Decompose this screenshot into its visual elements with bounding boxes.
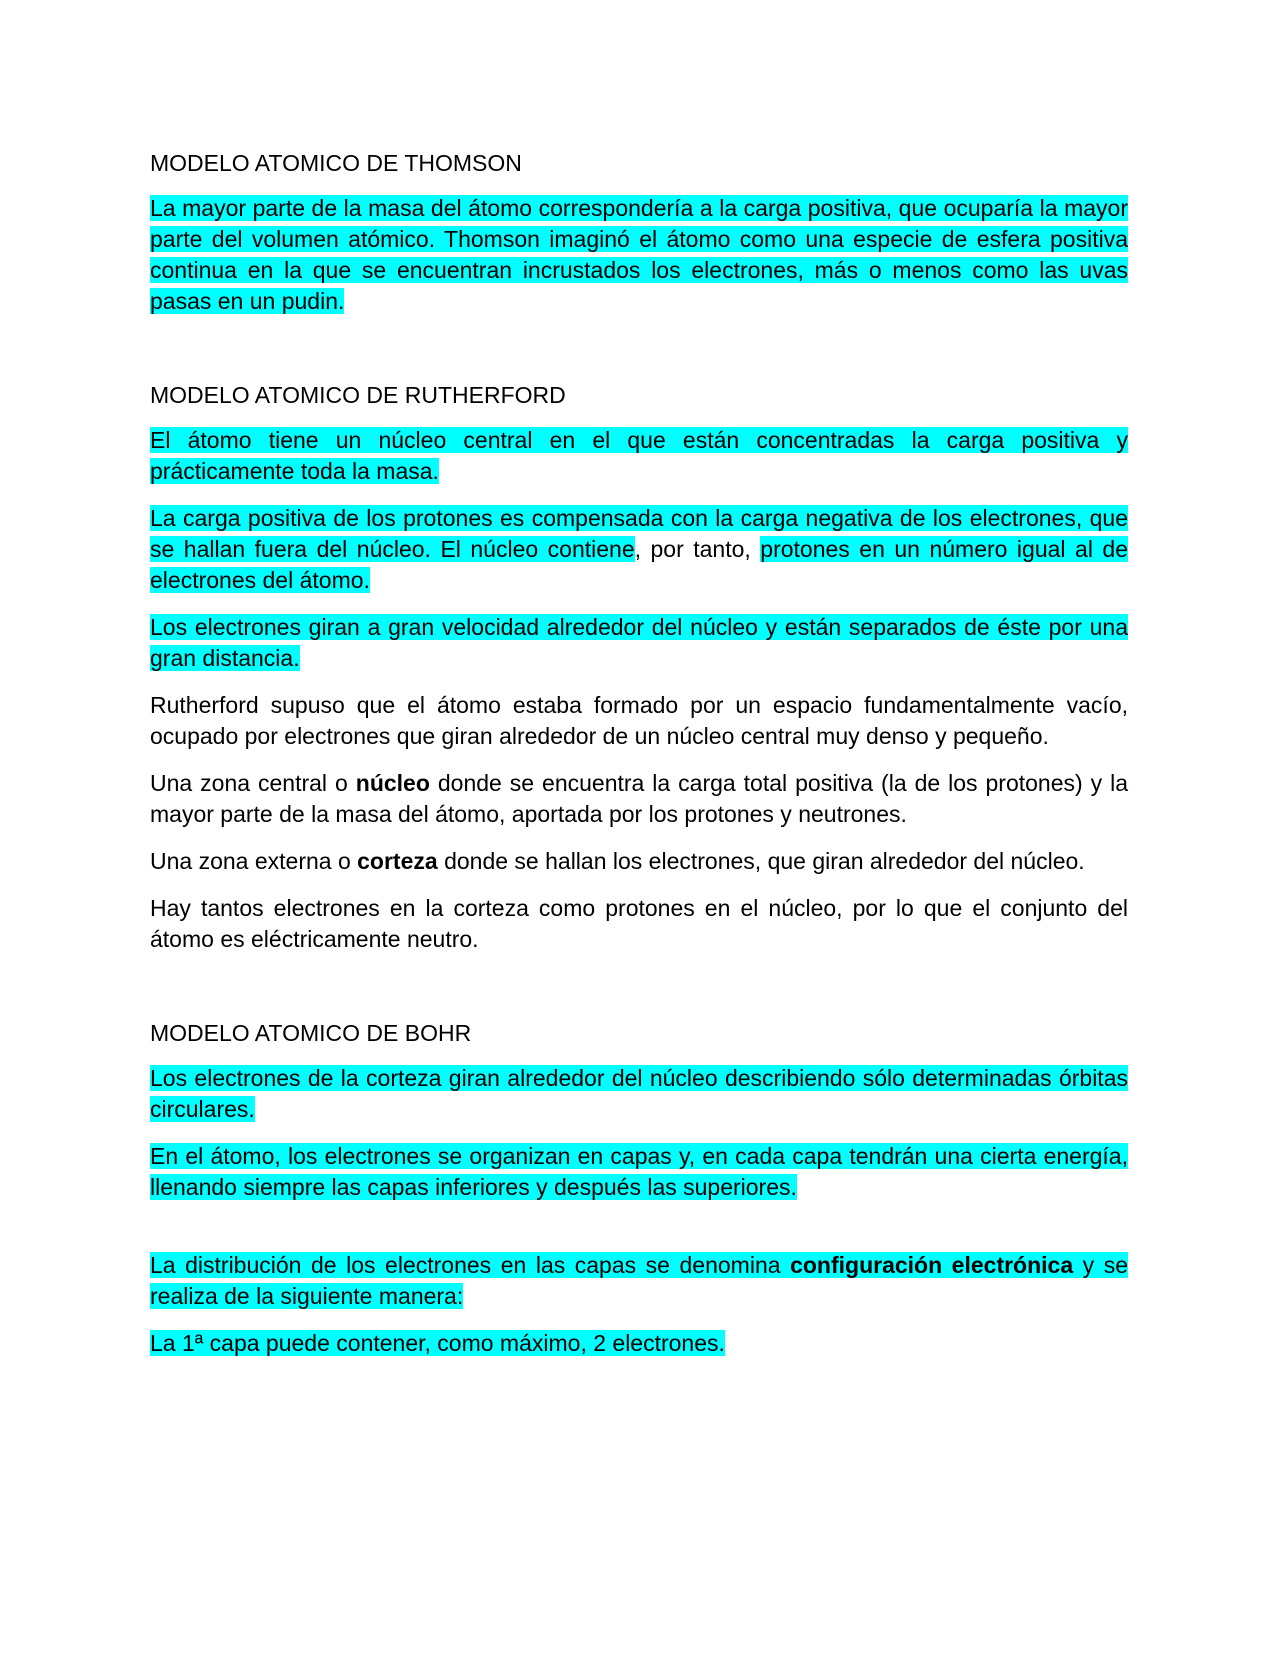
plain-text: donde se hallan los electrones, que giran alrededor del núcleo. — [437, 848, 1085, 874]
bohr-paragraph-4 — [150, 1328, 1128, 1359]
heading-bohr: MODELO ATOMICO DE BOHR — [150, 1020, 472, 1046]
heading-rutherford: MODELO ATOMICO DE RUTHERFORD — [150, 382, 566, 408]
highlighted-text: La 1ª capa puede contener, como máximo, 2 electrones. — [150, 1330, 725, 1356]
document-page — [150, 148, 1128, 1375]
highlighted-text: Los electrones de la corteza giran alrededor del núcleo describiendo sólo determinadas órbitas circulares. — [150, 1065, 1128, 1122]
rutherford-paragraph-5 — [150, 768, 1128, 830]
bohr-paragraph-1 — [150, 1063, 1128, 1125]
bold-term-nucleo: núcleo — [355, 770, 430, 796]
section-gap — [150, 333, 1128, 380]
bold-term-corteza: corteza — [357, 848, 438, 874]
rutherford-paragraph-7: Hay tantos electrones en la corteza como protones en el núcleo, por lo que el conjunto del átomo es eléctricamente neutro. — [150, 895, 1128, 952]
bold-term-configuracion: configuración electrónica — [790, 1252, 1074, 1278]
heading-thomson: MODELO ATOMICO DE THOMSON — [150, 150, 522, 176]
rutherford-paragraph-3 — [150, 612, 1128, 674]
highlighted-text: En el átomo, los electrones se organizan en capas y, en cada capa tendrán una cierta energía, llenando siempre las capas inferiores y después las superiores. — [150, 1143, 1128, 1200]
paragraph-gap — [150, 1219, 1128, 1250]
highlighted-text: protones en un número igual al de electrones del átomo. — [150, 536, 1129, 593]
plain-text: Una zona central o — [150, 770, 356, 796]
plain-text: y se realiza de la siguiente manera: — [150, 1252, 1128, 1309]
rutherford-paragraph-1 — [150, 425, 1128, 487]
rutherford-paragraph-4: Rutherford supuso que el átomo estaba formado por un espacio fundamentalmente vacío, ocupado por electrones que giran alrededor de un núcleo central muy denso y pequeño. — [150, 692, 1128, 749]
rutherford-paragraph-6 — [150, 846, 1128, 877]
thomson-paragraph-1 — [150, 193, 1128, 317]
plain-text: La distribución de los electrones en las capas se denomina — [150, 1252, 791, 1278]
highlighted-text — [150, 1252, 1128, 1309]
section-gap — [150, 971, 1128, 1018]
highlighted-text: Los electrones giran a gran velocidad alrededor del núcleo y están separados de éste por una gran distancia. — [150, 614, 1128, 671]
highlighted-text: La mayor parte de la masa del átomo correspondería a la carga positiva, que ocuparía la mayor parte del volumen atómico. Thomson imaginó el átomo como una especie de esfera positiva continua en la que se encuentran incrustados los electrones, más o menos como las uvas pasas en un pudin. — [150, 195, 1128, 314]
highlighted-text: La carga positiva de los protones es compensada con la carga negativa de los electrones, que se hallan fuera del núcleo. El núcleo contiene — [150, 505, 1128, 562]
plain-text: , por tanto, — [634, 536, 761, 562]
plain-text: Una zona externa o — [150, 848, 358, 874]
bohr-paragraph-2 — [150, 1141, 1128, 1203]
rutherford-paragraph-2 — [150, 503, 1128, 596]
highlighted-text: El átomo tiene un núcleo central en el que están concentradas la carga positiva y prácticamente toda la masa. — [150, 427, 1128, 484]
plain-text: donde se encuentra la carga total positiva (la de los protones) y la mayor parte de la masa del átomo, aportada por los protones y neutrones. — [150, 770, 1129, 827]
bohr-paragraph-3 — [150, 1250, 1128, 1312]
